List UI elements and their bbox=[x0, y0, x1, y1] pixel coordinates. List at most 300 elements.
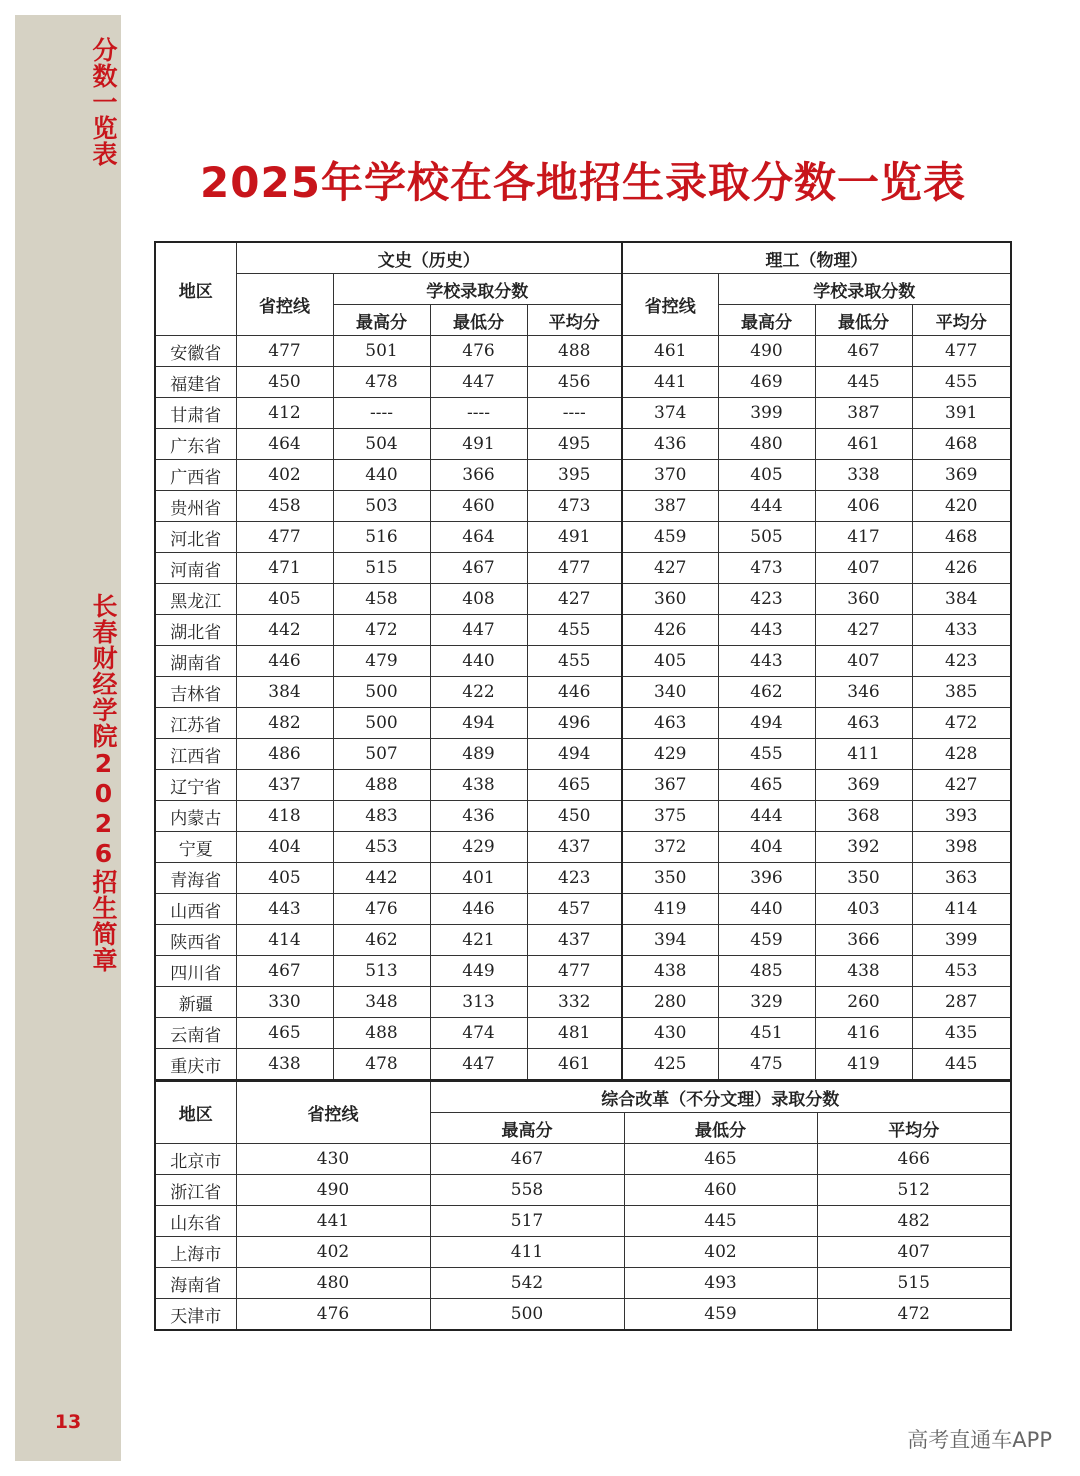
score-cell: 411 bbox=[430, 1237, 624, 1268]
score-cell: 459 bbox=[718, 925, 815, 956]
score-cell: 445 bbox=[912, 1049, 1011, 1081]
reform-max-header: 最高分 bbox=[430, 1113, 624, 1144]
score-cell: 427 bbox=[527, 584, 622, 615]
score-cell: 481 bbox=[527, 1018, 622, 1049]
score-cell: 455 bbox=[527, 615, 622, 646]
score-cell: 399 bbox=[718, 398, 815, 429]
score-cell: 405 bbox=[236, 863, 333, 894]
score-cell: 401 bbox=[430, 863, 527, 894]
score-cell: 346 bbox=[815, 677, 912, 708]
sidebar-brochure-title: 长春财经学院2026招生简章 bbox=[89, 593, 118, 973]
score-cell: 419 bbox=[815, 1049, 912, 1081]
score-cell: 369 bbox=[815, 770, 912, 801]
score-cell: 423 bbox=[527, 863, 622, 894]
score-cell: 429 bbox=[430, 832, 527, 863]
score-cell: 477 bbox=[236, 522, 333, 553]
score-cell: 493 bbox=[624, 1268, 817, 1299]
score-cell: 507 bbox=[333, 739, 430, 770]
score-cell: 402 bbox=[624, 1237, 817, 1268]
score-cell: 372 bbox=[622, 832, 718, 863]
score-cell: 405 bbox=[718, 460, 815, 491]
score-cell: 491 bbox=[430, 429, 527, 460]
score-cell: 430 bbox=[622, 1018, 718, 1049]
score-cell: 260 bbox=[815, 987, 912, 1018]
score-cell: 428 bbox=[912, 739, 1011, 770]
score-cell: 494 bbox=[527, 739, 622, 770]
score-cell: 464 bbox=[236, 429, 333, 460]
reform-scores-header: 综合改革（不分文理）录取分数 bbox=[430, 1081, 1011, 1113]
score-cell: 329 bbox=[718, 987, 815, 1018]
score-cell: 459 bbox=[622, 522, 718, 553]
region-cell: 江西省 bbox=[155, 739, 236, 770]
score-cell: 437 bbox=[236, 770, 333, 801]
score-cell: 500 bbox=[333, 708, 430, 739]
reform-min-header: 最低分 bbox=[624, 1113, 817, 1144]
score-cell: 461 bbox=[815, 429, 912, 460]
score-cell: 393 bbox=[912, 801, 1011, 832]
sidebar bbox=[15, 15, 121, 1461]
region-header: 地区 bbox=[155, 242, 236, 336]
score-cell: 486 bbox=[236, 739, 333, 770]
score-cell: 438 bbox=[430, 770, 527, 801]
score-cell: 438 bbox=[236, 1049, 333, 1081]
score-cell: ---- bbox=[527, 398, 622, 429]
score-cell: 463 bbox=[622, 708, 718, 739]
region-cell: 四川省 bbox=[155, 956, 236, 987]
score-cell: 438 bbox=[622, 956, 718, 987]
science-control-line-header: 省控线 bbox=[622, 274, 718, 336]
table-row bbox=[155, 832, 1011, 863]
table-row bbox=[155, 584, 1011, 615]
science-header: 理工（物理） bbox=[622, 242, 1011, 274]
score-cell: 414 bbox=[236, 925, 333, 956]
score-cell: 442 bbox=[236, 615, 333, 646]
table-row bbox=[155, 1049, 1011, 1081]
table-row bbox=[155, 925, 1011, 956]
score-cell: 405 bbox=[622, 646, 718, 677]
table-row bbox=[155, 1018, 1011, 1049]
score-cell: 478 bbox=[333, 367, 430, 398]
score-cell: 455 bbox=[912, 367, 1011, 398]
table-row bbox=[155, 863, 1011, 894]
score-cell: ---- bbox=[333, 398, 430, 429]
score-cell: 500 bbox=[430, 1299, 624, 1331]
score-cell: 513 bbox=[333, 956, 430, 987]
score-cell: 433 bbox=[912, 615, 1011, 646]
table-row bbox=[155, 646, 1011, 677]
score-cell: 443 bbox=[236, 894, 333, 925]
score-cell: 482 bbox=[817, 1206, 1011, 1237]
page-title: 2025年学校在各地招生录取分数一览表 bbox=[200, 158, 966, 207]
region-cell: 江苏省 bbox=[155, 708, 236, 739]
score-cell: 436 bbox=[622, 429, 718, 460]
score-cell: 474 bbox=[430, 1018, 527, 1049]
score-cell: 440 bbox=[718, 894, 815, 925]
score-cell: 414 bbox=[912, 894, 1011, 925]
score-cell: 384 bbox=[236, 677, 333, 708]
score-cell: 421 bbox=[430, 925, 527, 956]
score-cell: 465 bbox=[624, 1144, 817, 1175]
score-cell: 475 bbox=[718, 1049, 815, 1081]
region-cell: 宁夏 bbox=[155, 832, 236, 863]
region-cell: 青海省 bbox=[155, 863, 236, 894]
score-cell: 330 bbox=[236, 987, 333, 1018]
table-row bbox=[155, 739, 1011, 770]
score-cell: 558 bbox=[430, 1175, 624, 1206]
region-cell: 山西省 bbox=[155, 894, 236, 925]
region-cell: 福建省 bbox=[155, 367, 236, 398]
region-cell: 广西省 bbox=[155, 460, 236, 491]
score-cell: 442 bbox=[333, 863, 430, 894]
score-cell: 436 bbox=[430, 801, 527, 832]
table-row bbox=[155, 677, 1011, 708]
score-cell: 417 bbox=[815, 522, 912, 553]
science-avg-header: 平均分 bbox=[912, 305, 1011, 336]
watermark: 高考直通车APP bbox=[907, 1428, 1052, 1452]
score-cell: 477 bbox=[527, 956, 622, 987]
arts-header: 文史（历史） bbox=[236, 242, 622, 274]
score-cell: 504 bbox=[333, 429, 430, 460]
score-cell: 411 bbox=[815, 739, 912, 770]
score-cell: 437 bbox=[527, 832, 622, 863]
score-cell: 425 bbox=[622, 1049, 718, 1081]
score-cell: 477 bbox=[236, 336, 333, 367]
score-cell: 407 bbox=[817, 1237, 1011, 1268]
score-cell: 489 bbox=[430, 739, 527, 770]
score-cell: 430 bbox=[236, 1144, 430, 1175]
score-cell: 478 bbox=[333, 1049, 430, 1081]
score-cell: 462 bbox=[718, 677, 815, 708]
score-cell: 426 bbox=[912, 553, 1011, 584]
score-cell: 453 bbox=[333, 832, 430, 863]
score-cell: 494 bbox=[718, 708, 815, 739]
score-cell: 483 bbox=[333, 801, 430, 832]
score-cell: 446 bbox=[236, 646, 333, 677]
score-cell: 392 bbox=[815, 832, 912, 863]
score-cell: 500 bbox=[333, 677, 430, 708]
score-cell: 458 bbox=[236, 491, 333, 522]
score-cell: 445 bbox=[624, 1206, 817, 1237]
score-cell: 387 bbox=[815, 398, 912, 429]
score-cell: 348 bbox=[333, 987, 430, 1018]
score-cell: 455 bbox=[718, 739, 815, 770]
score-cell: 450 bbox=[236, 367, 333, 398]
score-cell: 476 bbox=[430, 336, 527, 367]
score-cell: 360 bbox=[815, 584, 912, 615]
table-row bbox=[155, 615, 1011, 646]
table-row bbox=[155, 367, 1011, 398]
region-cell: 云南省 bbox=[155, 1018, 236, 1049]
score-cell: ---- bbox=[430, 398, 527, 429]
table-row bbox=[155, 522, 1011, 553]
region-cell: 重庆市 bbox=[155, 1049, 236, 1081]
score-cell: 465 bbox=[718, 770, 815, 801]
region-cell: 海南省 bbox=[155, 1268, 236, 1299]
score-cell: 471 bbox=[236, 553, 333, 584]
score-cell: 516 bbox=[333, 522, 430, 553]
table-row bbox=[155, 801, 1011, 832]
score-cell: 515 bbox=[817, 1268, 1011, 1299]
score-cell: 405 bbox=[236, 584, 333, 615]
table-row bbox=[155, 1268, 1011, 1299]
region-cell: 天津市 bbox=[155, 1299, 236, 1331]
score-cell: 469 bbox=[718, 367, 815, 398]
arts-avg-header: 平均分 bbox=[527, 305, 622, 336]
score-cell: 465 bbox=[236, 1018, 333, 1049]
score-cell: 404 bbox=[718, 832, 815, 863]
score-cell: 490 bbox=[236, 1175, 430, 1206]
table-row bbox=[155, 894, 1011, 925]
score-cell: 429 bbox=[622, 739, 718, 770]
region-cell: 河北省 bbox=[155, 522, 236, 553]
score-cell: 407 bbox=[815, 553, 912, 584]
score-cell: 350 bbox=[622, 863, 718, 894]
score-cell: 437 bbox=[527, 925, 622, 956]
score-cell: 465 bbox=[527, 770, 622, 801]
score-cell: 488 bbox=[527, 336, 622, 367]
table-row bbox=[155, 987, 1011, 1018]
score-cell: 501 bbox=[333, 336, 430, 367]
arts-school-scores-header: 学校录取分数 bbox=[333, 274, 622, 305]
score-cell: 399 bbox=[912, 925, 1011, 956]
region-cell: 山东省 bbox=[155, 1206, 236, 1237]
score-cell: 505 bbox=[718, 522, 815, 553]
score-cell: 416 bbox=[815, 1018, 912, 1049]
table-row bbox=[155, 491, 1011, 522]
score-cell: 404 bbox=[236, 832, 333, 863]
score-cell: 447 bbox=[430, 367, 527, 398]
score-cell: 460 bbox=[430, 491, 527, 522]
score-cell: 385 bbox=[912, 677, 1011, 708]
score-cell: 476 bbox=[333, 894, 430, 925]
score-cell: 403 bbox=[815, 894, 912, 925]
score-cell: 490 bbox=[718, 336, 815, 367]
score-cell: 456 bbox=[527, 367, 622, 398]
score-cell: 477 bbox=[527, 553, 622, 584]
score-cell: 369 bbox=[912, 460, 1011, 491]
score-cell: 412 bbox=[236, 398, 333, 429]
score-cell: 446 bbox=[527, 677, 622, 708]
score-cell: 515 bbox=[333, 553, 430, 584]
score-cell: 418 bbox=[236, 801, 333, 832]
score-cell: 419 bbox=[622, 894, 718, 925]
table-row bbox=[155, 1175, 1011, 1206]
score-cell: 512 bbox=[817, 1175, 1011, 1206]
region-cell: 甘肃省 bbox=[155, 398, 236, 429]
score-cell: 468 bbox=[912, 522, 1011, 553]
region-cell: 上海市 bbox=[155, 1237, 236, 1268]
region-cell: 浙江省 bbox=[155, 1175, 236, 1206]
score-cell: 374 bbox=[622, 398, 718, 429]
score-cell: 479 bbox=[333, 646, 430, 677]
score-cell: 453 bbox=[912, 956, 1011, 987]
score-cell: 444 bbox=[718, 491, 815, 522]
score-cell: 473 bbox=[527, 491, 622, 522]
region-cell: 湖北省 bbox=[155, 615, 236, 646]
score-cell: 406 bbox=[815, 491, 912, 522]
score-cell: 464 bbox=[430, 522, 527, 553]
region-cell: 新疆 bbox=[155, 987, 236, 1018]
score-cell: 387 bbox=[622, 491, 718, 522]
table-row bbox=[155, 398, 1011, 429]
region-cell: 安徽省 bbox=[155, 336, 236, 367]
score-cell: 477 bbox=[912, 336, 1011, 367]
score-cell: 455 bbox=[527, 646, 622, 677]
score-cell: 402 bbox=[236, 460, 333, 491]
score-cell: 435 bbox=[912, 1018, 1011, 1049]
score-cell: 407 bbox=[815, 646, 912, 677]
score-cell: 440 bbox=[333, 460, 430, 491]
table-row bbox=[155, 1299, 1011, 1331]
control-line-header: 省控线 bbox=[236, 1081, 430, 1144]
score-cell: 482 bbox=[236, 708, 333, 739]
score-cell: 441 bbox=[236, 1206, 430, 1237]
score-cell: 426 bbox=[622, 615, 718, 646]
score-cell: 398 bbox=[912, 832, 1011, 863]
score-cell: 368 bbox=[815, 801, 912, 832]
table-row bbox=[155, 1237, 1011, 1268]
region-cell: 黑龙江 bbox=[155, 584, 236, 615]
score-cell: 467 bbox=[430, 1144, 624, 1175]
score-cell: 462 bbox=[333, 925, 430, 956]
score-cell: 517 bbox=[430, 1206, 624, 1237]
score-cell: 423 bbox=[912, 646, 1011, 677]
score-cell: 420 bbox=[912, 491, 1011, 522]
score-cell: 494 bbox=[430, 708, 527, 739]
score-cell: 427 bbox=[622, 553, 718, 584]
score-cell: 384 bbox=[912, 584, 1011, 615]
score-cell: 427 bbox=[815, 615, 912, 646]
score-cell: 350 bbox=[815, 863, 912, 894]
region-cell: 辽宁省 bbox=[155, 770, 236, 801]
region-header: 地区 bbox=[155, 1081, 236, 1144]
score-cell: 450 bbox=[527, 801, 622, 832]
score-cell: 444 bbox=[718, 801, 815, 832]
score-cell: 480 bbox=[718, 429, 815, 460]
reform-avg-header: 平均分 bbox=[817, 1113, 1011, 1144]
score-cell: 408 bbox=[430, 584, 527, 615]
science-school-scores-header: 学校录取分数 bbox=[718, 274, 1011, 305]
score-cell: 503 bbox=[333, 491, 430, 522]
score-cell: 458 bbox=[333, 584, 430, 615]
score-cell: 459 bbox=[624, 1299, 817, 1331]
score-table-arts-science bbox=[154, 241, 1012, 1081]
score-cell: 449 bbox=[430, 956, 527, 987]
science-min-header: 最低分 bbox=[815, 305, 912, 336]
page-number: 13 bbox=[54, 1411, 82, 1433]
table-row bbox=[155, 460, 1011, 491]
score-cell: 370 bbox=[622, 460, 718, 491]
score-cell: 488 bbox=[333, 1018, 430, 1049]
region-cell: 广东省 bbox=[155, 429, 236, 460]
score-cell: 394 bbox=[622, 925, 718, 956]
score-cell: 366 bbox=[430, 460, 527, 491]
score-cell: 360 bbox=[622, 584, 718, 615]
arts-max-header: 最高分 bbox=[333, 305, 430, 336]
score-cell: 472 bbox=[333, 615, 430, 646]
score-cell: 485 bbox=[718, 956, 815, 987]
score-cell: 280 bbox=[622, 987, 718, 1018]
score-cell: 396 bbox=[718, 863, 815, 894]
score-cell: 472 bbox=[912, 708, 1011, 739]
table-row bbox=[155, 553, 1011, 584]
arts-control-line-header: 省控线 bbox=[236, 274, 333, 336]
score-cell: 495 bbox=[527, 429, 622, 460]
region-cell: 北京市 bbox=[155, 1144, 236, 1175]
score-table-comprehensive-reform bbox=[154, 1080, 1012, 1331]
score-cell: 480 bbox=[236, 1268, 430, 1299]
arts-min-header: 最低分 bbox=[430, 305, 527, 336]
score-cell: 338 bbox=[815, 460, 912, 491]
table-row bbox=[155, 429, 1011, 460]
table-row bbox=[155, 1144, 1011, 1175]
science-max-header: 最高分 bbox=[718, 305, 815, 336]
score-cell: 496 bbox=[527, 708, 622, 739]
score-cell: 367 bbox=[622, 770, 718, 801]
region-cell: 陕西省 bbox=[155, 925, 236, 956]
table-row bbox=[155, 336, 1011, 367]
score-cell: 395 bbox=[527, 460, 622, 491]
region-cell: 湖南省 bbox=[155, 646, 236, 677]
region-cell: 吉林省 bbox=[155, 677, 236, 708]
score-cell: 443 bbox=[718, 646, 815, 677]
score-cell: 473 bbox=[718, 553, 815, 584]
table-row bbox=[155, 956, 1011, 987]
score-cell: 542 bbox=[430, 1268, 624, 1299]
score-cell: 451 bbox=[718, 1018, 815, 1049]
score-cell: 332 bbox=[527, 987, 622, 1018]
score-cell: 340 bbox=[622, 677, 718, 708]
score-cell: 472 bbox=[817, 1299, 1011, 1331]
score-cell: 441 bbox=[622, 367, 718, 398]
score-cell: 287 bbox=[912, 987, 1011, 1018]
score-cell: 313 bbox=[430, 987, 527, 1018]
score-cell: 476 bbox=[236, 1299, 430, 1331]
sidebar-section-label: 分数一览表 bbox=[89, 37, 118, 167]
score-cell: 445 bbox=[815, 367, 912, 398]
score-cell: 422 bbox=[430, 677, 527, 708]
score-cell: 461 bbox=[622, 336, 718, 367]
score-cell: 363 bbox=[912, 863, 1011, 894]
score-cell: 446 bbox=[430, 894, 527, 925]
score-cell: 467 bbox=[236, 956, 333, 987]
score-cell: 467 bbox=[430, 553, 527, 584]
table-row bbox=[155, 770, 1011, 801]
score-cell: 468 bbox=[912, 429, 1011, 460]
score-cell: 461 bbox=[527, 1049, 622, 1081]
score-cell: 491 bbox=[527, 522, 622, 553]
table-row bbox=[155, 1206, 1011, 1237]
score-cell: 447 bbox=[430, 1049, 527, 1081]
score-cell: 391 bbox=[912, 398, 1011, 429]
region-cell: 内蒙古 bbox=[155, 801, 236, 832]
score-cell: 457 bbox=[527, 894, 622, 925]
score-cell: 440 bbox=[430, 646, 527, 677]
score-cell: 423 bbox=[718, 584, 815, 615]
region-cell: 贵州省 bbox=[155, 491, 236, 522]
score-cell: 438 bbox=[815, 956, 912, 987]
score-cell: 488 bbox=[333, 770, 430, 801]
score-cell: 466 bbox=[817, 1144, 1011, 1175]
score-cell: 447 bbox=[430, 615, 527, 646]
region-cell: 河南省 bbox=[155, 553, 236, 584]
score-cell: 460 bbox=[624, 1175, 817, 1206]
score-cell: 463 bbox=[815, 708, 912, 739]
score-cell: 375 bbox=[622, 801, 718, 832]
score-cell: 427 bbox=[912, 770, 1011, 801]
score-cell: 443 bbox=[718, 615, 815, 646]
score-cell: 402 bbox=[236, 1237, 430, 1268]
